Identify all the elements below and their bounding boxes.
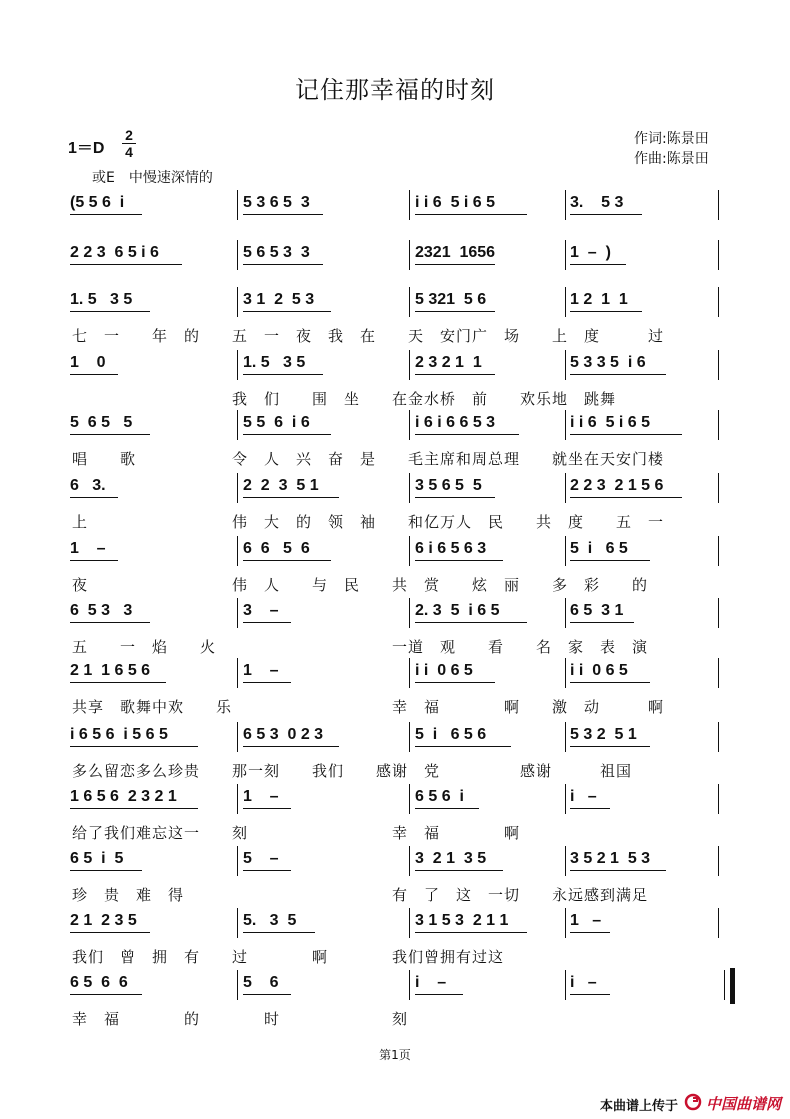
- lyric-text: 唱 歌 令 人 兴 奋 是 毛主席和周总理 就坐在天安门楼: [72, 450, 665, 468]
- bar-line: [237, 240, 238, 270]
- beam-line: [70, 870, 142, 871]
- bar-line: [237, 784, 238, 814]
- bar-line: [718, 908, 719, 938]
- score-row: [0, 846, 790, 880]
- beam-line: [70, 497, 118, 498]
- beam-line: [570, 264, 626, 265]
- measure-notes: i –: [570, 788, 597, 805]
- measure-notes: 1 2 1 1: [570, 291, 628, 308]
- bar-line: [237, 722, 238, 752]
- measure-notes: i –: [415, 974, 447, 991]
- beam-line: [570, 682, 650, 683]
- beam-line: [70, 994, 142, 995]
- lyric-line: [0, 511, 790, 533]
- lyric-text: 上 伟 大 的 领 袖 和亿万人 民 共 度 五 一: [72, 513, 665, 531]
- bar-line: [565, 658, 566, 688]
- measure-notes: i i 0 6 5: [415, 662, 473, 679]
- lyric-text: 我 们 围 坐 在金水桥 前 欢乐地 跳舞: [72, 390, 617, 408]
- bar-line: [565, 240, 566, 270]
- beam-line: [415, 932, 527, 933]
- lyric-line: [0, 1008, 790, 1030]
- bar-line: [718, 240, 719, 270]
- bar-line: [565, 598, 566, 628]
- beam-line: [70, 932, 150, 933]
- bar-line: [409, 190, 410, 220]
- measure-notes: 3 1 5 3 2 1 1: [415, 912, 509, 929]
- bar-line: [718, 784, 719, 814]
- measure-notes: 6 3.: [70, 477, 106, 494]
- lyric-text: 七 一 年 的 五 一 夜 我 在 天 安门广 场 上 度 过: [72, 327, 665, 345]
- beam-line: [415, 374, 495, 375]
- beam-line: [415, 311, 495, 312]
- beam-line: [243, 497, 339, 498]
- measure-notes: 2 3 2 1 1: [415, 354, 482, 371]
- measure-notes: 2. 3 5 i 6 5: [415, 602, 500, 619]
- measure-notes: 5 i 6 5 6: [415, 726, 487, 743]
- time-sig-top: 2: [125, 127, 133, 143]
- bar-line: [565, 784, 566, 814]
- measure-notes: 5 3 3 5 i 6: [570, 354, 646, 371]
- bar-line: [565, 473, 566, 503]
- bar-line: [237, 190, 238, 220]
- beam-line: [70, 311, 150, 312]
- measure-notes: 6 5 i 5: [70, 850, 124, 867]
- measure-notes: 2 1 2 3 5: [70, 912, 137, 929]
- lyric-line: [0, 884, 790, 906]
- measure-notes: 3 5 2 1 5 3: [570, 850, 651, 867]
- bar-line: [409, 970, 410, 1000]
- uploader-label: 本曲谱上传于: [600, 1099, 679, 1114]
- beam-line: [70, 214, 142, 215]
- score-row: [0, 598, 790, 632]
- beam-line: [243, 560, 331, 561]
- measure-notes: 5 –: [243, 850, 279, 867]
- measure-notes: 3 5 6 5 5: [415, 477, 482, 494]
- bar-line: [718, 287, 719, 317]
- score-row: [0, 473, 790, 507]
- measure-notes: 2 2 3 2 1 5 6: [570, 477, 664, 494]
- lyric-line: [0, 822, 790, 844]
- bar-line: [237, 287, 238, 317]
- final-bar-line: [730, 968, 735, 1004]
- measure-notes: 1. 5 3 5: [70, 291, 133, 308]
- measure-notes: 3 1 2 5 3: [243, 291, 315, 308]
- key-signature: 1＝D: [68, 140, 105, 157]
- measure-notes: 6 i 6 5 6 3: [415, 540, 487, 557]
- bar-line: [409, 410, 410, 440]
- beam-line: [70, 264, 182, 265]
- lyric-line: [0, 448, 790, 470]
- measure-notes: 3 –: [243, 602, 279, 619]
- lyric-text: 共享 歌舞中欢 乐 幸 福 啊 激 动 啊: [72, 698, 665, 716]
- beam-line: [415, 808, 479, 809]
- lyric-text: 我们 曾 拥 有 过 啊 我们曾拥有过这: [72, 948, 505, 966]
- score-row: [0, 908, 790, 942]
- beam-line: [570, 808, 610, 809]
- measure-notes: 6 5 3 0 2 3: [243, 726, 324, 743]
- beam-line: [570, 932, 610, 933]
- lyric-line: [0, 636, 790, 658]
- bar-line: [409, 287, 410, 317]
- bar-line: [718, 410, 719, 440]
- measure-notes: 6 6 5 6: [243, 540, 310, 557]
- measure-notes: 2 1 1 6 5 6: [70, 662, 151, 679]
- bar-line: [565, 190, 566, 220]
- measure-notes: i 6 i 6 6 5 3: [415, 414, 496, 431]
- beam-line: [70, 808, 198, 809]
- beam-line: [243, 622, 291, 623]
- bar-line: [409, 536, 410, 566]
- beam-line: [70, 374, 118, 375]
- measure-notes: 1. 5 3 5: [243, 354, 306, 371]
- beam-line: [243, 682, 291, 683]
- measure-notes: 5 3 2 5 1: [570, 726, 637, 743]
- score-row: [0, 287, 790, 321]
- bar-line: [718, 722, 719, 752]
- bar-line: [409, 908, 410, 938]
- beam-line: [70, 434, 150, 435]
- measure-notes: i i 6 5 i 6 5: [570, 414, 651, 431]
- bar-line: [237, 658, 238, 688]
- beam-line: [415, 622, 527, 623]
- bar-line: [565, 908, 566, 938]
- measure-notes: 2321 1656: [415, 244, 496, 261]
- beam-line: [243, 214, 323, 215]
- bar-line: [565, 970, 566, 1000]
- beam-line: [70, 682, 166, 683]
- beam-line: [70, 746, 198, 747]
- beam-line: [570, 560, 650, 561]
- score-row: [0, 410, 790, 444]
- measure-notes: 5 6 5 5: [70, 414, 133, 431]
- bar-line: [565, 350, 566, 380]
- beam-line: [415, 434, 519, 435]
- measure-notes: 1 –: [70, 540, 106, 557]
- beam-line: [570, 746, 650, 747]
- beam-line: [243, 808, 291, 809]
- measure-notes: 3. 5 3: [570, 194, 624, 211]
- score-row: [0, 970, 790, 1004]
- measure-notes: i 6 5 6 i 5 6 5: [70, 726, 168, 743]
- score-row: [0, 190, 790, 224]
- bar-line: [237, 410, 238, 440]
- bar-line: [565, 536, 566, 566]
- bar-line: [409, 240, 410, 270]
- bar-line: [718, 350, 719, 380]
- score-row: [0, 536, 790, 570]
- measure-notes: 6 5 3 3: [70, 602, 133, 619]
- measure-notes: 2 2 3 6 5 i 6: [70, 244, 159, 261]
- bar-line: [409, 722, 410, 752]
- bar-line: [724, 970, 725, 1000]
- beam-line: [243, 311, 331, 312]
- bar-line: [718, 536, 719, 566]
- beam-line: [243, 746, 339, 747]
- lyric-text: 夜 伟 人 与 民 共 赏 炫 丽 多 彩 的: [72, 576, 649, 594]
- beam-line: [570, 311, 642, 312]
- measure-notes: 1 – ): [570, 244, 611, 261]
- score-row: [0, 658, 790, 692]
- score-row: [0, 784, 790, 818]
- measure-notes: 5. 3 5: [243, 912, 297, 929]
- measure-notes: i i 0 6 5: [570, 662, 628, 679]
- beam-line: [570, 622, 634, 623]
- beam-line: [570, 434, 682, 435]
- bar-line: [409, 846, 410, 876]
- bar-line: [565, 410, 566, 440]
- measure-notes: 6 5 6 i: [415, 788, 464, 805]
- bar-line: [409, 350, 410, 380]
- measure-notes: 1 6 5 6 2 3 2 1: [70, 788, 177, 805]
- bar-line: [718, 190, 719, 220]
- bar-line: [718, 658, 719, 688]
- bar-line: [237, 970, 238, 1000]
- beam-line: [70, 560, 118, 561]
- bar-line: [237, 846, 238, 876]
- score-row: [0, 240, 790, 274]
- site-name: 中国曲谱网: [706, 1095, 782, 1113]
- bar-line: [409, 784, 410, 814]
- beam-line: [243, 374, 323, 375]
- measure-notes: 3 2 1 3 5: [415, 850, 487, 867]
- measure-notes: 5 6: [243, 974, 279, 991]
- time-signature: [122, 128, 136, 159]
- beam-line: [243, 434, 331, 435]
- bar-line: [409, 658, 410, 688]
- lyric-text: 五 一 焰 火 一道 观 看 名 家 表 演: [72, 638, 649, 656]
- measure-notes: i –: [570, 974, 597, 991]
- beam-line: [243, 264, 323, 265]
- beam-line: [415, 497, 495, 498]
- tempo-marking: 或E 中慢速深情的: [92, 170, 213, 186]
- page-number: 第1页: [379, 1048, 411, 1062]
- measure-notes: i i 6 5 i 6 5: [415, 194, 496, 211]
- lyric-text: 幸 福 的 时 刻: [72, 1010, 409, 1028]
- lyric-line: [0, 696, 790, 718]
- beam-line: [243, 932, 315, 933]
- beam-line: [570, 870, 666, 871]
- song-title: 记住那幸福的时刻: [295, 76, 495, 104]
- measure-notes: 1 0: [70, 354, 106, 371]
- score-row: [0, 350, 790, 384]
- lyric-line: [0, 325, 790, 347]
- bar-line: [237, 473, 238, 503]
- bar-line: [409, 598, 410, 628]
- measure-notes: 5 i 6 5: [570, 540, 628, 557]
- bar-line: [237, 350, 238, 380]
- measure-notes: 5 6 5 3 3: [243, 244, 310, 261]
- beam-line: [243, 870, 291, 871]
- measure-notes: 6 5 6 6: [70, 974, 128, 991]
- bar-line: [565, 722, 566, 752]
- time-sig-bottom: 4: [125, 144, 133, 160]
- bar-line: [718, 473, 719, 503]
- bar-line: [718, 598, 719, 628]
- lyric-line: [0, 574, 790, 596]
- measure-notes: 1 –: [570, 912, 602, 929]
- beam-line: [415, 994, 463, 995]
- composer-credit: 作曲:陈景田: [634, 151, 709, 167]
- lyric-text: 珍 贵 难 得 有 了 这 一切 永远感到满足: [72, 886, 649, 904]
- beam-line: [415, 682, 495, 683]
- beam-line: [570, 214, 642, 215]
- lyric-text: 给了我们难忘这一 刻 幸 福 啊: [72, 824, 521, 842]
- lyric-line: [0, 388, 790, 410]
- bar-line: [409, 473, 410, 503]
- beam-line: [70, 622, 150, 623]
- bar-line: [565, 287, 566, 317]
- beam-line: [415, 746, 511, 747]
- beam-line: [570, 374, 666, 375]
- beam-line: [570, 994, 610, 995]
- measure-notes: 1 –: [243, 662, 279, 679]
- lyric-text: 多么留恋多么珍贵 那一刻 我们 感谢 党 感谢 祖国: [72, 762, 633, 780]
- site-logo-icon: [684, 1093, 704, 1111]
- bar-line: [718, 846, 719, 876]
- measure-notes: 5 5 6 i 6: [243, 414, 310, 431]
- measure-notes: 1 –: [243, 788, 279, 805]
- lyric-line: [0, 946, 790, 968]
- score-row: [0, 722, 790, 756]
- measure-notes: 6 5 3 1: [570, 602, 624, 619]
- beam-line: [415, 264, 495, 265]
- beam-line: [243, 994, 291, 995]
- beam-line: [415, 870, 503, 871]
- bar-line: [565, 846, 566, 876]
- bar-line: [237, 598, 238, 628]
- measure-notes: 5 3 6 5 3: [243, 194, 310, 211]
- bar-line: [237, 908, 238, 938]
- beam-line: [415, 560, 503, 561]
- lyric-line: [0, 760, 790, 782]
- bar-line: [237, 536, 238, 566]
- measure-notes: 5 321 5 6: [415, 291, 487, 308]
- measure-notes: (5 5 6 i: [70, 194, 125, 211]
- measure-notes: 2 2 3 5 1: [243, 477, 319, 494]
- beam-line: [415, 214, 527, 215]
- beam-line: [570, 497, 682, 498]
- lyricist-credit: 作词:陈景田: [634, 131, 709, 147]
